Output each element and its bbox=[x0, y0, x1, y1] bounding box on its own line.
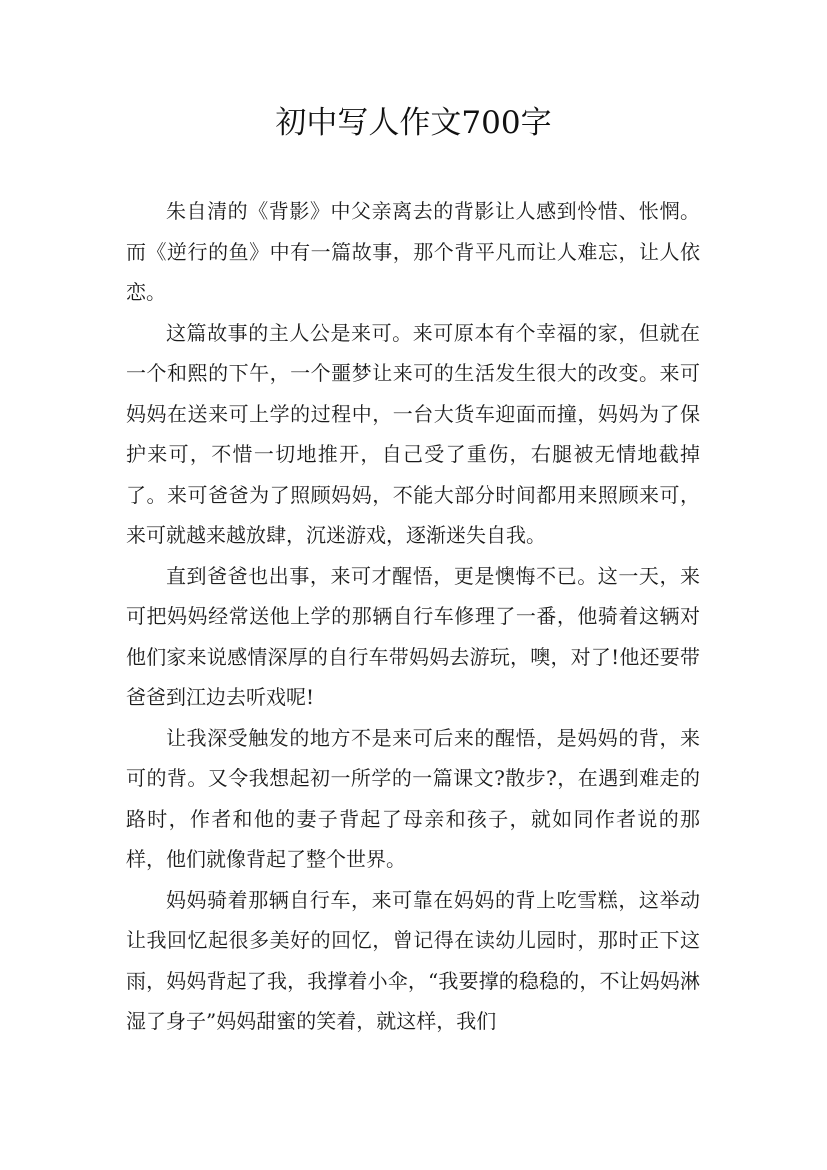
paragraph: 直到爸爸也出事，来可才醒悟，更是懊悔不已。这一天，来可把妈妈经常送他上学的那辆自行车修理了一番，他骑着这辆对他们家来说感情深厚的自行车带妈妈去游玩，噢，对了!他还要带爸爸到江边去听戏呢! bbox=[126, 563, 700, 709]
paragraph: 妈妈骑着那辆自行车，来可靠在妈妈的背上吃雪糕，这举动让我回忆起很多美好的回忆，曾记得在读幼儿园时，那时正下这雨，妈妈背起了我，我撑着小伞，“我要撑的稳稳的，不让妈妈淋湿了身子”妈妈甜蜜的笑着，就这样，我们 bbox=[126, 887, 700, 1033]
paragraph: 让我深受触发的地方不是来可后来的醒悟，是妈妈的背，来可的背。又令我想起初一所学的一篇课文?散步?，在遇到难走的路时，作者和他的妻子背起了母亲和孩子，就如同作者说的那样，他们就像背起了整个世界。 bbox=[126, 725, 700, 871]
document-body bbox=[126, 191, 700, 1042]
document-title: 初中写人作文700字 bbox=[275, 105, 552, 141]
paragraph: 朱自清的《背影》中父亲离去的背影让人感到怜惜、怅惘。而《逆行的鱼》中有一篇故事，那个背平凡而让人难忘，让人依恋。 bbox=[126, 199, 700, 304]
paragraph: 这篇故事的主人公是来可。来可原本有个幸福的家，但就在一个和熙的下午，一个噩梦让来可的生活发生很大的改变。来可妈妈在送来可上学的过程中，一台大货车迎面而撞，妈妈为了保护来可，不惜一切地推开，自己受了重伤，右腿被无情地截掉了。来可爸爸为了照顾妈妈，不能大部分时间都用来照顾来可，来可就越来越放肆，沉迷游戏，逐渐迷失自我。 bbox=[126, 320, 700, 547]
